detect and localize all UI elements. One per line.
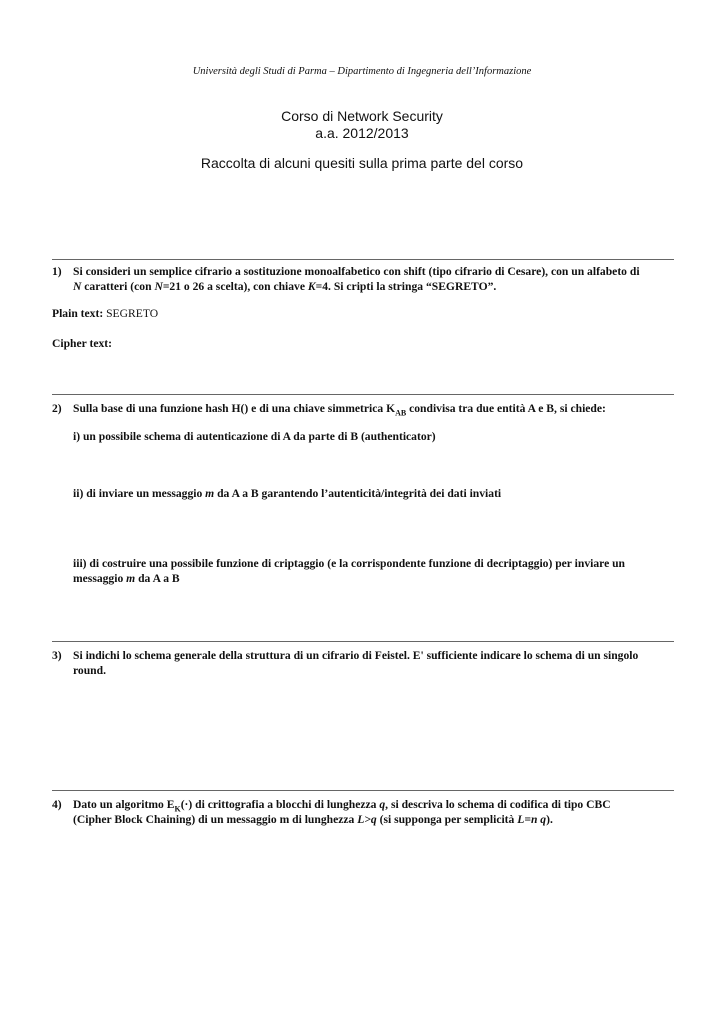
q2-part-ii: ii) di inviare un messaggio m da A a B garantendo l’autenticità/integrità dei dati inviati bbox=[73, 487, 502, 500]
page-header: Università degli Studi di Parma – Dipartimento di Ingegneria dell’Informazione bbox=[192, 66, 532, 77]
plain-text-value: SEGRETO bbox=[106, 307, 159, 320]
divider-q3 bbox=[52, 641, 674, 642]
plain-text-row bbox=[52, 307, 158, 320]
course-title: Corso di Network Security bbox=[281, 108, 443, 124]
q3-text: Si indichi lo schema generale della struttura di un cifrario di Feistel. E' sufficiente indicare lo schema di un singolo round. bbox=[73, 649, 639, 677]
q2-number: 2) bbox=[52, 402, 62, 415]
cipher-text-row bbox=[52, 337, 112, 350]
divider-q1 bbox=[52, 259, 674, 260]
q2-part-iii: iii) di costruire una possibile funzione di criptaggio (e la corrispondente funzione di decriptaggio) per inviare un messaggio m da A a B bbox=[73, 557, 626, 585]
document-subtitle: Raccolta di alcuni quesiti sulla prima parte del corso bbox=[200, 155, 524, 171]
divider-q4 bbox=[52, 790, 674, 791]
q3-number: 3) bbox=[52, 649, 62, 662]
q4-text: Dato un algoritmo $E_K(\cdot)$ di crittografia a blocchi di lunghezza q, si descriva lo schema di codifica di tipo CBC (Cipher Block Chaining) di un messaggio m di lunghezza L>q (si supponga per semplicità L=n q). bbox=[73, 798, 611, 826]
q2-intro: Sulla base di una funzione hash H() e di una chiave simmetrica $K_{AB}$ condivisa tra due entità A e B, si chiede: bbox=[73, 402, 606, 418]
cipher-text-label: Cipher text: bbox=[52, 337, 112, 350]
q1-line1: Si consideri un semplice cifrario a sostituzione monoalfabetico con shift (tipo cifrario di Cesare), con un alfabeto di bbox=[73, 265, 640, 278]
plain-text-label: Plain text: bbox=[52, 307, 104, 320]
q1-line2: N caratteri (con N=21 o 26 a scelta), con chiave K=4. Si cripti la stringa “SEGRETO”. bbox=[73, 280, 497, 293]
divider-q2 bbox=[52, 394, 674, 395]
q4-number: 4) bbox=[52, 798, 62, 811]
q2-part-i: i) un possibile schema di autenticazione di A da parte di B (authenticator) bbox=[73, 430, 436, 443]
q1-text bbox=[73, 264, 673, 294]
q1-number: 1) bbox=[52, 265, 62, 278]
academic-year: a.a. 2012/2013 bbox=[315, 125, 409, 141]
